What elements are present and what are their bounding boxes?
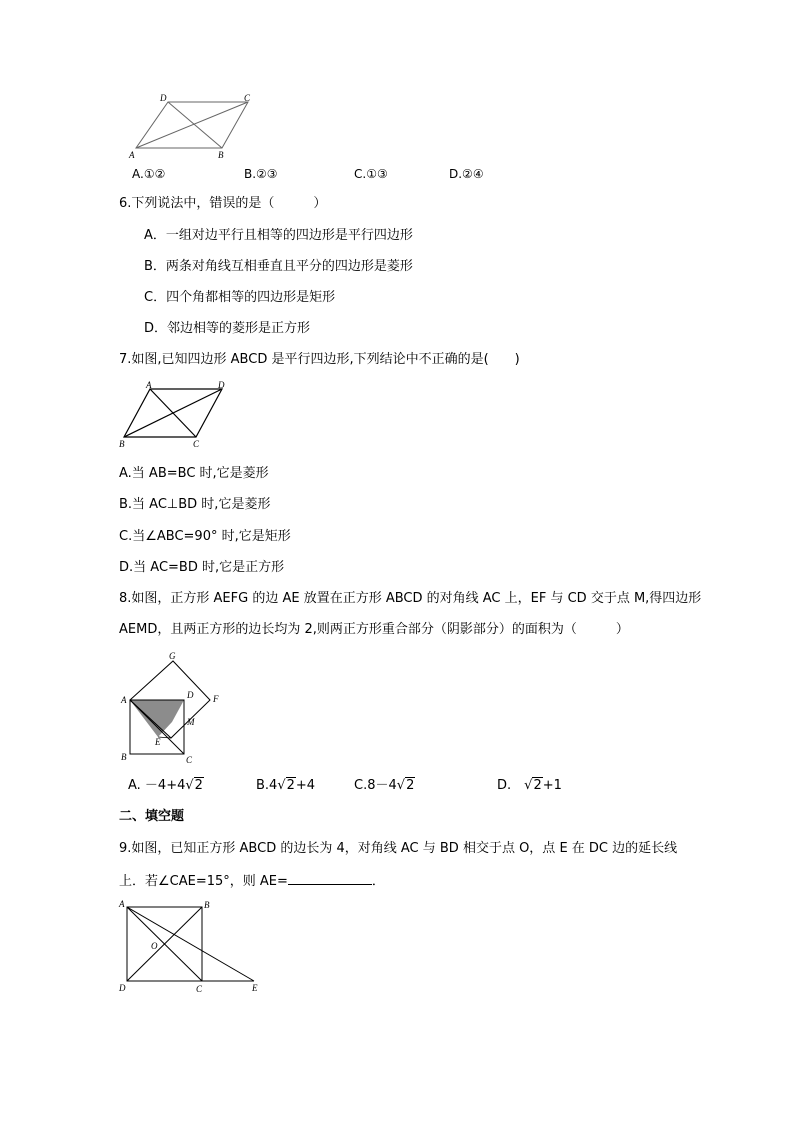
q8-option-b-radicand: 2 <box>286 778 295 793</box>
q9-square-figure <box>116 898 266 998</box>
answer-blank <box>288 872 372 885</box>
q8-label-c: C <box>186 755 193 765</box>
section-title-fill-in: 二、填空题 <box>119 809 185 824</box>
q5-parallelogram-figure <box>128 92 263 160</box>
q9-label-c: C <box>196 984 203 994</box>
q9-label-o: O <box>151 941 158 951</box>
q8-option-c-prefix: C.8－4 <box>354 778 397 793</box>
q9-label-e: E <box>252 983 258 993</box>
q6-stem: 6.下列说法中，错误的是（ ） <box>119 196 327 211</box>
q9-stem-line2 <box>119 872 385 890</box>
q8-option-b-prefix: B.4 <box>256 778 278 793</box>
q7-parallelogram-figure <box>118 380 230 450</box>
q8-option-a-radicand: 2 <box>194 778 203 793</box>
q8-option-d-radicand: 2 <box>533 778 542 793</box>
q7-stem: 7.如图,已知四边形 ABCD 是平行四边形,下列结论中不正确的是( ) <box>119 352 520 367</box>
q5-option-c: C.①③ <box>354 167 388 181</box>
q7-label-b: B <box>119 439 125 449</box>
q8-option-b <box>256 778 315 794</box>
q8-stem-line2: AEMD，且两正方形的边长均为 2,则两正方形重合部分（阴影部分）的面积为（ ） <box>119 622 629 637</box>
q8-option-c <box>354 778 415 794</box>
q7-option-b: B.当 AC⊥BD 时,它是菱形 <box>119 497 271 512</box>
q6-option-d: D．邻边相等的菱形是正方形 <box>144 321 311 336</box>
sqrt-symbol: √2 <box>396 778 415 793</box>
q8-option-d <box>497 778 562 794</box>
q8-label-e: E <box>155 737 161 747</box>
q9-label-b: B <box>204 900 210 910</box>
q9-stem-line1: 9.如图，已知正方形 ABCD 的边长为 4，对角线 AC 与 BD 相交于点 O，点 E 在 DC 边的延长线 <box>119 841 678 856</box>
q8-option-d-suffix: +1 <box>542 778 562 793</box>
q8-stem-line1: 8.如图，正方形 AEFG 的边 AE 放置在正方形 ABCD 的对角线 AC 上，EF 与 CD 交于点 M,得四边形 <box>119 591 702 606</box>
q7-option-d: D.当 AC=BD 时,它是正方形 <box>119 560 285 575</box>
sqrt-symbol: √2 <box>185 778 203 793</box>
q7-label-d: D <box>218 380 225 390</box>
q8-option-b-suffix: +4 <box>295 778 316 793</box>
q9-stem-line2-prefix: 上．若∠CAE=15°，则 AE= <box>119 874 288 889</box>
q8-label-b: B <box>121 752 127 762</box>
q8-option-d-prefix: D. <box>497 778 525 793</box>
q8-option-a-prefix: A. －4+4 <box>128 778 186 793</box>
q6-option-a: A．一组对边平行且相等的四边形是平行四边形 <box>144 228 413 243</box>
q9-label-a: A <box>119 899 125 909</box>
q8-option-c-radicand: 2 <box>406 778 415 793</box>
q9-label-d: D <box>119 983 126 993</box>
q5-option-b: B.②③ <box>244 167 278 181</box>
q8-squares-figure <box>118 648 228 768</box>
q8-label-m: M <box>187 717 195 727</box>
q7-label-a: A <box>146 380 152 390</box>
q8-label-f: F <box>213 694 219 704</box>
q6-option-b: B．两条对角线互相垂直且平分的四边形是菱形 <box>144 259 413 274</box>
q7-option-c: C.当∠ABC=90° 时,它是矩形 <box>119 529 291 544</box>
q5-option-d: D.②④ <box>449 167 484 181</box>
q7-label-c: C <box>193 439 200 449</box>
q6-option-c: C．四个角都相等的四边形是矩形 <box>144 290 336 305</box>
q7-option-a: A.当 AB=BC 时,它是菱形 <box>119 466 269 481</box>
q5-option-a: A.①② <box>132 167 166 181</box>
q5-label-a: A <box>129 150 135 160</box>
q5-label-d: D <box>160 93 167 103</box>
q8-label-g: G <box>169 651 176 661</box>
q5-label-b: B <box>218 150 224 160</box>
q8-label-d: D <box>187 690 194 700</box>
sqrt-symbol: √2 <box>524 778 542 793</box>
q5-label-c: C <box>244 93 251 103</box>
q9-stem-line2-suffix: ． <box>371 874 385 889</box>
q8-option-a <box>128 778 204 794</box>
sqrt-symbol: √2 <box>277 778 295 793</box>
q8-label-a: A <box>121 695 127 705</box>
